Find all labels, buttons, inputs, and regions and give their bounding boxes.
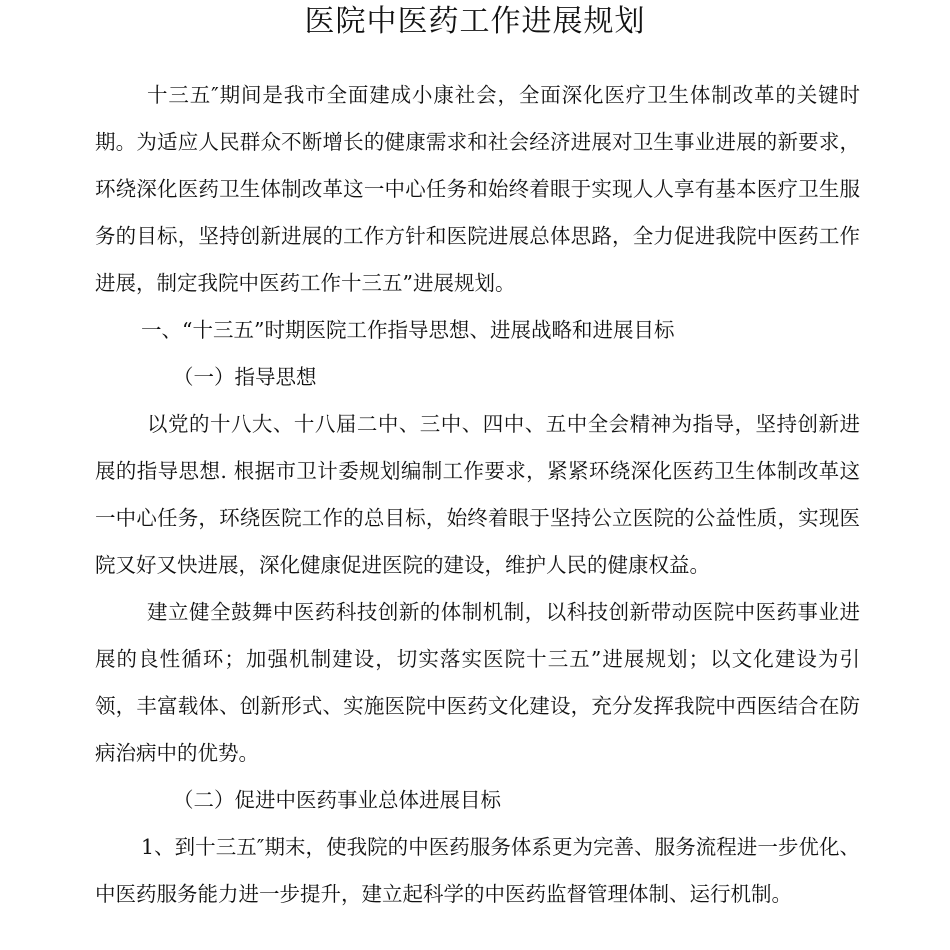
subsection-heading-goals: （二）促进中医药事业总体进展目标 [173,788,501,812]
section-heading-1: 一、“十三五”时期医院工作指导思想、进展战略和进展目标 [141,318,675,342]
document-title: 医院中医药工作进展规划 [304,4,646,39]
mechanism-paragraph: 建立健全鼓舞中医药科技创新的体制机制，以科技创新带动医院中医药事业进展的良性循环；加强机制建设，切实落实医院十三五”进展规划；以文化建设为引领，丰富载体、创新形式、实施医院中医药文化建设，充分发挥我院中西医结合在防病治病中的优势。 [95,600,860,765]
guiding-thought-paragraph: 以党的十八大、十八届二中、三中、四中、五中全会精神为指导，坚持创新进展的指导思想. 根据市卫计委规划编制工作要求，紧紧环绕深化医药卫生体制改革这一中心任务，环绕医院工作的总目标，始终着眼于坚持公立医院的公益性质，实现医院又好又快进展，深化健康促进医院的建设，维护人民的健康权益。 [95,412,860,577]
document-body [95,72,860,918]
goal-item-1: 1、到十三五″期末，使我院的中医药服务体系更为完善、服务流程进一步优化、中医药服务能力进一步提升，建立起科学的中医药监督管理体制、运行机制。 [95,835,860,906]
subsection-heading-guiding-thought: （一）指导思想 [173,365,317,389]
intro-paragraph: 十三五″期间是我市全面建成小康社会，全面深化医疗卫生体制改革的关键时期。为适应人民群众不断增长的健康需求和社会经济进展对卫生事业进展的新要求，环绕深化医药卫生体制改革这一中心任务和始终着眼于实现人人享有基本医疗卫生服务的目标，坚持创新进展的工作方针和医院进展总体思路，全力促进我院中医药工作进展，制定我院中医药工作十三五”进展规划。 [95,83,860,295]
